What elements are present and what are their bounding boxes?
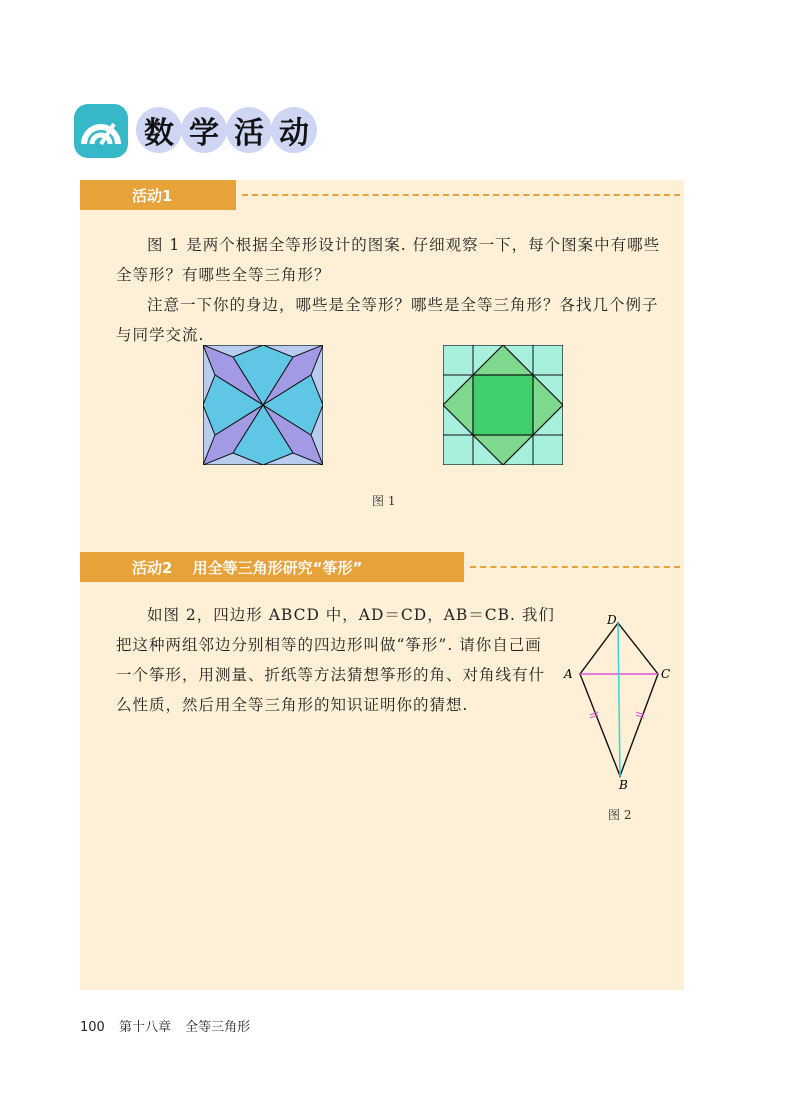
star-pattern-figure [203,345,323,465]
paragraph: 注意一下你的身边，哪些是全等形？哪些是全等三角形？各找几个例子与同学交流. [116,296,659,344]
square-pattern-figure [443,345,563,465]
vertex-label-c: C [661,667,671,681]
chapter-label: 第十八章 [118,1020,171,1035]
page-number: 100 [80,1020,105,1035]
vertex-label-b: B [619,778,628,792]
math-activity-icon [74,104,128,158]
kite-figure [560,608,680,793]
page-footer [80,1016,260,1035]
vertex-label-d: D [607,613,617,627]
paragraph: 如图 2，四边形 ABCD 中，AD＝CD，AB＝CB. 我们把这种两组邻边分别相等的四边形叫做“筝形”. 请你自己画一个筝形，用测量、折纸等方法猜想筝形的角、对角线有什么性质，然后用全等三角形的知识证明你的猜想. [116,606,555,714]
figure2-caption: 图 2 [608,808,632,822]
activity1-banner: 活动1 [80,180,236,210]
paragraph: 图 1 是两个根据全等形设计的图案. 仔细观察一下，每个图案中有哪些全等形？有哪些全等三角形？ [116,236,661,284]
title-char: 学 [181,107,227,153]
activity2-banner: 活动2 用全等三角形研究“筝形” [80,552,464,582]
title-char: 数 [136,107,182,153]
title-char: 活 [226,107,272,153]
activity2-divider [470,566,680,568]
activity1-text [116,230,672,350]
title-char: 动 [271,107,317,153]
vertex-label-a: A [564,667,573,681]
activity1-divider [242,194,680,196]
activity2-text [116,600,556,720]
figure1-caption: 图 1 [372,494,396,508]
diagonal-bd [618,623,620,776]
chapter-title: 全等三角形 [185,1020,251,1035]
